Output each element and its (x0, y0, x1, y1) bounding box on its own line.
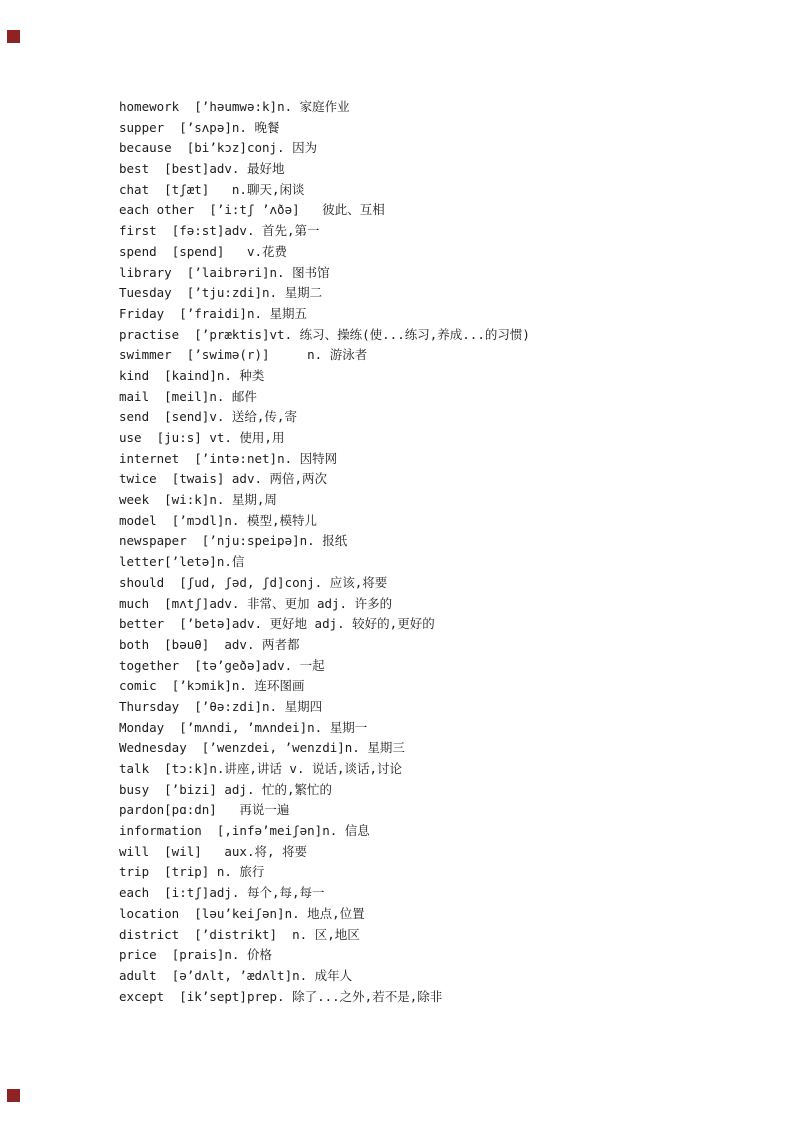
vocab-word: busy (119, 781, 150, 797)
vocab-line (119, 345, 530, 366)
vocab-word: price (119, 947, 157, 963)
bookmark-marker-bottom-icon (7, 1089, 20, 1102)
vocab-word: much (119, 595, 150, 611)
vocab-definition: vt. 使用,用 (201, 430, 285, 445)
vocab-phonetic: [ləu’keiʃən] (179, 905, 285, 921)
vocab-phonetic: [tʃæt] (149, 181, 210, 197)
vocab-phonetic: [ju:s] (141, 430, 202, 445)
vocab-definition: aux.将, 将要 (201, 843, 308, 859)
vocab-word: Wednesday (119, 740, 187, 756)
vocab-line (119, 304, 530, 325)
vocab-line (119, 842, 530, 863)
vocab-word: together (119, 657, 180, 673)
vocab-word: library (119, 264, 172, 280)
vocab-definition: adv. 两倍,两次 (224, 471, 328, 487)
vocab-definition: 再说一遍 (216, 802, 290, 818)
vocab-word: talk (119, 761, 150, 776)
vocab-definition: n. 成年人 (292, 967, 353, 983)
vocab-phonetic: [’həumwə:k] (179, 99, 278, 114)
vocab-phonetic: [send] (149, 409, 210, 425)
vocab-definition: n. 价格 (224, 947, 272, 963)
vocab-word: internet (119, 450, 180, 466)
vocab-line (119, 904, 530, 925)
vocab-phonetic: [meil] (149, 388, 210, 404)
vocab-word: use (119, 430, 142, 445)
vocab-definition: n. 信息 (322, 823, 370, 839)
vocab-word: spend (119, 243, 157, 259)
vocab-line (119, 407, 530, 428)
vocab-line (119, 925, 530, 946)
vocab-line (119, 159, 530, 180)
vocab-definition: n. 模型,模特儿 (224, 512, 317, 528)
vocab-phonetic: [’fraidi] (164, 305, 247, 321)
vocab-definition: adv. 最好地 (209, 161, 285, 177)
vocab-line (119, 718, 530, 739)
vocab-line (119, 200, 530, 221)
vocabulary-list (119, 97, 530, 1007)
vocab-definition: conj. 应该,将要 (284, 574, 388, 590)
vocab-word: location (119, 905, 180, 921)
vocab-phonetic: [’letə] (164, 554, 217, 570)
vocab-line (119, 821, 530, 842)
vocab-definition: n. 星期五 (246, 305, 308, 321)
vocab-definition: n. 连环图画 (231, 678, 305, 694)
vocab-word: adult (119, 967, 157, 983)
vocab-word: both (119, 636, 150, 652)
vocab-phonetic: [’betə] (164, 616, 232, 632)
vocab-line (119, 469, 530, 490)
vocab-line (119, 387, 530, 408)
vocab-line (119, 449, 530, 470)
vocab-definition: v.花费 (224, 243, 288, 259)
vocab-phonetic: [’θə:zdi] (179, 698, 263, 714)
vocab-word: week (119, 492, 150, 508)
vocab-definition: n.信 (216, 554, 245, 570)
vocab-word: first (119, 223, 157, 239)
vocab-definition: n. 因特网 (277, 450, 338, 466)
vocab-line (119, 676, 530, 697)
vocab-definition: n. 旅行 (209, 864, 265, 880)
vocab-word: Monday (119, 719, 165, 735)
vocab-definition: n.讲座,讲话 v. 说话,谈话,讨论 (209, 761, 403, 776)
vocab-definition: n. 图书馆 (269, 264, 330, 280)
vocab-definition: v. 送给,传,寄 (209, 409, 297, 425)
vocab-line (119, 862, 530, 883)
vocab-line (119, 656, 530, 677)
vocab-phonetic: [,infə’meiʃən] (201, 823, 323, 839)
vocab-line (119, 780, 530, 801)
vocab-phonetic: [wi:k] (149, 492, 210, 508)
vocab-word: letter (119, 554, 165, 570)
vocab-word: Friday (119, 305, 165, 321)
vocab-definition: n. 区,地区 (277, 926, 360, 942)
vocab-definition: n. 晚餐 (231, 119, 280, 135)
vocab-phonetic: [’wenzdei, ’wenzdi] (186, 740, 345, 756)
vocab-line (119, 738, 530, 759)
vocab-word: supper (119, 119, 165, 135)
vocab-phonetic: [wil] (149, 843, 202, 859)
vocab-phonetic: [ik’sept] (164, 988, 247, 1004)
vocab-line (119, 97, 530, 118)
vocab-phonetic: [’præktis] (179, 326, 270, 342)
vocab-phonetic: [i:tʃ] (149, 885, 210, 901)
vocab-definition: n.聊天,闲谈 (209, 181, 305, 197)
vocab-phonetic: [’i:tʃ ’ʌðə] (194, 202, 300, 218)
vocab-line (119, 759, 530, 780)
vocab-phonetic: [’bizi] (149, 781, 217, 797)
vocab-line (119, 428, 530, 449)
vocab-phonetic: [’mɔdl] (156, 512, 225, 528)
vocab-line (119, 614, 530, 635)
vocab-phonetic: [bəuθ] (149, 636, 210, 652)
vocab-phonetic: [bi’kɔz] (171, 140, 247, 156)
vocab-phonetic: [tɔ:k] (149, 761, 210, 776)
vocab-word: each other (119, 202, 195, 218)
vocab-phonetic: [tə’geðə] (179, 657, 263, 673)
vocab-phonetic: [spend] (156, 243, 225, 259)
vocab-line (119, 138, 530, 159)
vocab-line (119, 987, 530, 1008)
vocab-line (119, 573, 530, 594)
vocab-word: homework (119, 99, 180, 114)
vocab-definition: adv. 一起 (262, 657, 325, 673)
vocab-phonetic: [’kɔmik] (156, 678, 232, 694)
vocab-definition: conj. 因为 (246, 140, 318, 156)
vocab-word: Thursday (119, 698, 180, 714)
vocab-line (119, 118, 530, 139)
vocab-phonetic: [best] (149, 161, 210, 177)
vocab-line (119, 263, 530, 284)
vocab-line (119, 635, 530, 656)
vocab-definition: adv. 非常、更加 adj. 许多的 (209, 595, 393, 611)
vocab-definition: n. 家庭作业 (277, 99, 350, 114)
vocab-phonetic: [ʃud, ʃəd, ʃd] (164, 574, 285, 590)
vocab-phonetic: [’nju:speipə] (186, 533, 300, 549)
vocab-word: except (119, 988, 165, 1004)
vocab-word: pardon (119, 802, 165, 818)
bookmark-marker-top-icon (7, 30, 20, 43)
vocab-line (119, 325, 530, 346)
vocab-word: comic (119, 678, 157, 694)
vocab-word: swimmer (119, 347, 172, 363)
vocab-phonetic: [’intə:net] (179, 450, 278, 466)
vocab-word: trip (119, 864, 150, 880)
vocab-word: should (119, 574, 165, 590)
vocab-line (119, 511, 530, 532)
vocab-phonetic: [’mʌndi, ’mʌndei] (164, 719, 308, 735)
vocab-word: better (119, 616, 165, 632)
vocab-definition: n. 游泳者 (269, 347, 368, 363)
vocab-phonetic: [fə:st] (156, 223, 225, 239)
vocab-phonetic: [twais] (156, 471, 225, 487)
vocab-word: chat (119, 181, 150, 197)
vocab-word: kind (119, 367, 150, 383)
vocab-line (119, 966, 530, 987)
vocab-definition: n. 种类 (216, 367, 265, 383)
vocab-word: twice (119, 471, 157, 487)
vocab-definition: n. 地点,位置 (284, 905, 365, 921)
vocab-phonetic: [’tju:zdi] (171, 285, 262, 301)
vocab-definition: adv. 首先,第一 (224, 223, 320, 239)
vocab-definition: adv. 两者都 (209, 636, 300, 652)
vocab-line (119, 283, 530, 304)
vocab-line (119, 800, 530, 821)
vocab-line (119, 531, 530, 552)
vocab-phonetic: [prais] (156, 947, 225, 963)
vocab-word: district (119, 926, 180, 942)
vocab-definition: adj. 忙的,繁忙的 (216, 781, 333, 797)
vocab-phonetic: [pɑ:dn] (164, 802, 217, 818)
vocab-word: newspaper (119, 533, 187, 549)
vocab-definition: adv. 更好地 adj. 较好的,更好的 (231, 616, 435, 632)
vocab-definition: n. 星期一 (307, 719, 368, 735)
vocab-line (119, 552, 530, 573)
vocab-phonetic: [mʌtʃ] (149, 595, 210, 611)
vocab-definition: n. 报纸 (299, 533, 348, 549)
vocab-line (119, 180, 530, 201)
vocab-word: will (119, 843, 150, 859)
vocab-word: model (119, 512, 157, 528)
vocab-line (119, 242, 530, 263)
vocab-word: practise (119, 326, 180, 342)
vocab-word: mail (119, 388, 150, 404)
vocab-word: best (119, 161, 150, 177)
vocab-line (119, 490, 530, 511)
vocab-word: information (119, 823, 202, 839)
vocab-definition: prep. 除了...之外,若不是,除非 (246, 988, 443, 1004)
vocab-word: send (119, 409, 150, 425)
vocab-phonetic: [’swimə(r)] (171, 347, 270, 363)
vocab-phonetic: [ə’dʌlt, ’ædʌlt] (156, 967, 293, 983)
vocab-definition: n. 星期三 (344, 740, 405, 756)
vocab-phonetic: [’sʌpə] (164, 119, 232, 135)
vocab-definition: vt. 练习、操练(使...练习,养成...的习惯) (269, 326, 530, 342)
vocab-line (119, 221, 530, 242)
vocab-definition: n. 星期四 (262, 698, 323, 714)
vocab-definition: n. 星期二 (262, 285, 323, 301)
vocab-phonetic: [’laibrəri] (171, 264, 270, 280)
vocab-word: each (119, 885, 150, 901)
vocab-definition: n. 星期,周 (209, 492, 277, 508)
vocab-definition: adj. 每个,每,每一 (209, 885, 325, 901)
vocab-phonetic: [trip] (149, 864, 210, 880)
vocab-word: because (119, 140, 172, 156)
vocab-line (119, 697, 530, 718)
vocab-phonetic: [kaind] (149, 367, 217, 383)
vocab-definition: n. 邮件 (209, 388, 257, 404)
vocab-line (119, 594, 530, 615)
vocab-phonetic: [’distrikt] (179, 926, 278, 942)
vocab-definition: 彼此、互相 (299, 202, 385, 218)
vocab-line (119, 366, 530, 387)
vocab-word: Tuesday (119, 285, 172, 301)
vocab-line (119, 945, 530, 966)
vocab-line (119, 883, 530, 904)
